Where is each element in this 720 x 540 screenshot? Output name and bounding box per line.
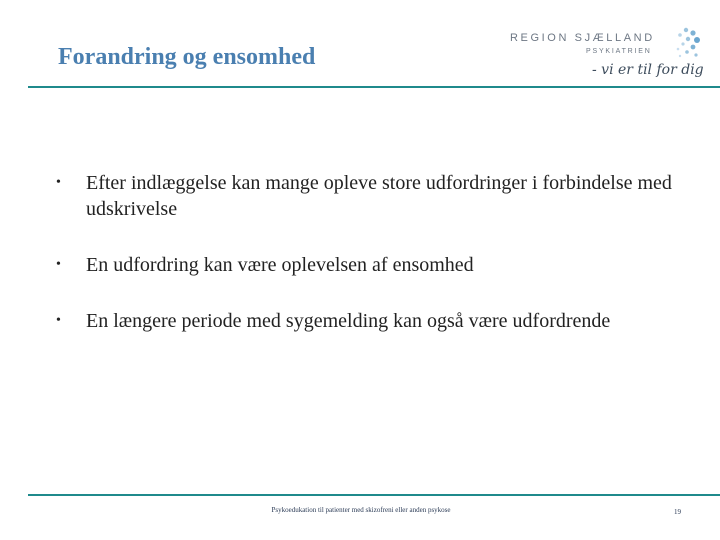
bullet-list: [56, 170, 676, 364]
logo-region-text: REGION SJÆLLAND: [510, 32, 655, 44]
bullet-text: En længere periode med sygemelding kan også være udfordrende: [86, 310, 611, 332]
region-sjaelland-logo: [506, 26, 704, 90]
logo-department-text: PSYKIATRIEN: [586, 48, 652, 55]
bullet-item: [56, 252, 676, 278]
footer-text: Psykoedukation til patienter med skizofreni eller anden psykose: [271, 506, 451, 514]
bullet-item: [56, 170, 676, 222]
bullet-marker: •: [56, 257, 61, 272]
bullet-marker: •: [56, 313, 61, 328]
page-number: 19: [674, 508, 681, 516]
header-divider: [28, 86, 720, 88]
footer-divider: [28, 494, 720, 496]
bullet-text: En udfordring kan være oplevelsen af ensomhed: [86, 254, 474, 276]
logo-tagline: - vi er til for dig: [592, 62, 704, 78]
bullet-text: Efter indlæggelse kan mange opleve store udfordringer i forbindelse med udskrivelse: [86, 172, 672, 220]
bullet-marker: •: [56, 175, 61, 190]
bullet-item: [56, 308, 676, 334]
slide-title: Forandring og ensomhed: [58, 44, 316, 70]
logo-dots-icon: [666, 26, 700, 62]
